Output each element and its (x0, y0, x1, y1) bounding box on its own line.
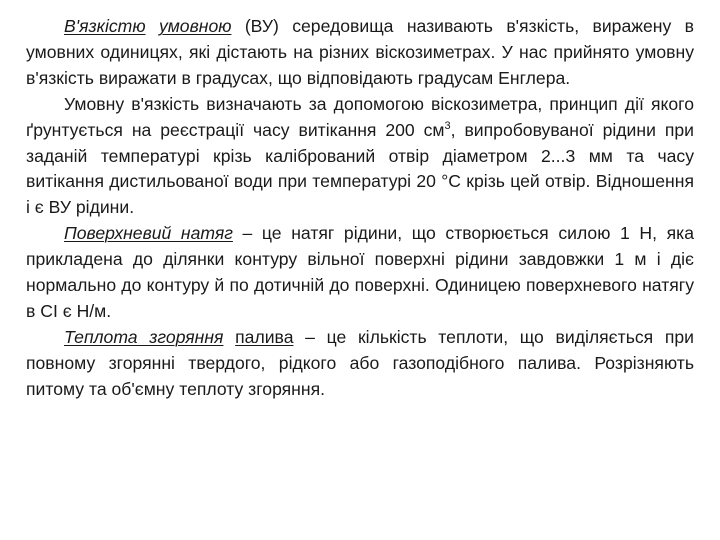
document-body (26, 14, 694, 403)
paragraph-surface-tension (26, 221, 694, 325)
term-viscosity-word1: В'язкістю (64, 16, 146, 36)
cubic-superscript: 3 (444, 119, 451, 132)
term-combustion-heat-tail: палива (235, 326, 294, 347)
term-viscosity-word2: умовною (158, 16, 232, 36)
combustion-heat-definition-text: – це кількість теплоти, що виділяється при повному згорянні твердого, рідкого або газоподібного палива. Розрізняють питому та об'ємну теплоту згоряння. (26, 326, 694, 399)
viscometer-text-after: , випробовуваної рідини при заданій температурі крізь калібрований отвір діаметром 2...3 мм та часу витікання дистильованої води при температурі 20 °С крізь цей отвір. Відношення і є ВУ рідини. (26, 119, 694, 218)
viscosity-definition-text: (ВУ) середовища називають в'язкість, виражену в умовних одиницях, які дістають на різних віскозиметрах. У нас прийнято умовну в'язкість виражати в градусах, що відповідають градусам Енглера. (26, 16, 695, 88)
viscometer-text-before: Умовну в'язкість визначають за допомогою віскозиметра, принцип дії якого ґрунтується на реєстрації часу витікання 200 см (26, 93, 694, 140)
term-surface-tension: Поверхневий натяг (64, 223, 233, 244)
paragraph-viscometer (26, 92, 694, 222)
paragraph-combustion-heat (26, 325, 694, 403)
paragraph-conditional-viscosity (26, 14, 694, 92)
term-combustion-heat: Теплота згоряння (64, 326, 224, 347)
surface-tension-definition-text: – це натяг рідини, що створюється силою 1 Н, яка прикладена до ділянки контуру вільної поверхні рідини завдовжки 1 м і діє нормально до контуру й по дотичній до поверхні. Одиницею поверхневого натягу в СІ є Н/м. (26, 223, 694, 321)
